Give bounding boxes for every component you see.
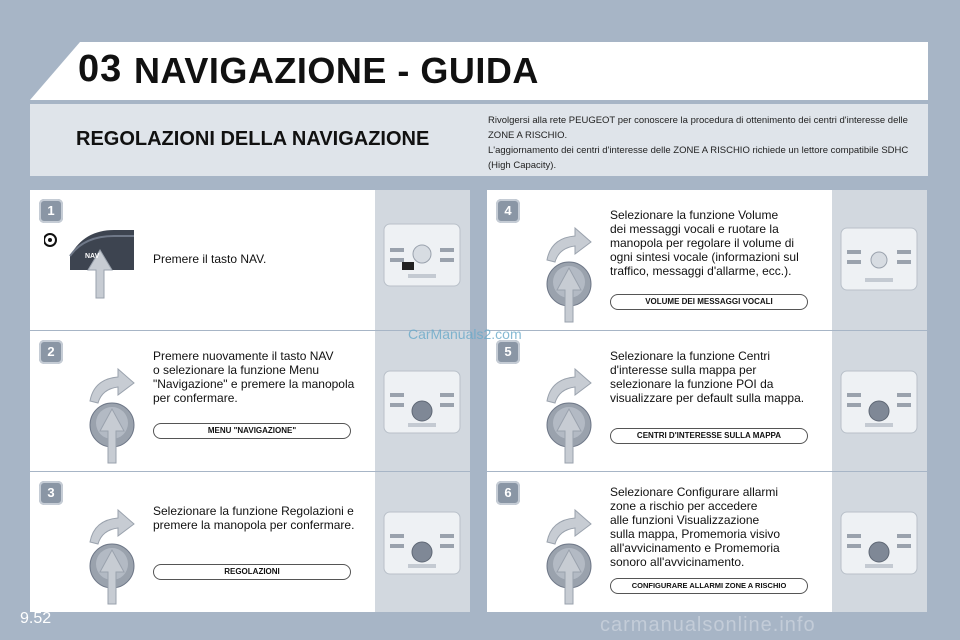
step-panel-1 [30, 190, 470, 330]
rotary-knob-illustration [78, 355, 148, 465]
step-panel-2 [30, 331, 470, 471]
intro-line: L'aggiornamento dei centri d'interesse delle ZONE A RISCHIO richiede un lettore compatibile SDHC [488, 145, 909, 156]
radio-console-illustration [382, 208, 462, 308]
step-text-line: Premere il tasto NAV. [153, 252, 267, 266]
radio-console-illustration [839, 208, 919, 308]
rotary-knob-illustration [78, 496, 148, 606]
step-panel-3 [30, 472, 470, 612]
step-panel-6 [487, 472, 927, 612]
step-number-badge: 4 [496, 199, 520, 223]
chapter-number: 03 [78, 48, 123, 90]
step-text-line: all'avvicinamento e Promemoria [610, 541, 780, 555]
step-panel-5 [487, 331, 927, 471]
intro-line: Rivolgersi alla rete PEUGEOT per conoscere la procedura di ottenimento dei centri d'interesse delle [488, 115, 908, 126]
step-text-line: d'interesse sulla mappa per [610, 363, 757, 377]
menu-path-label: REGOLAZIONI [153, 564, 351, 580]
step-text-line: dei messaggi vocali e ruotare la [610, 222, 779, 236]
step-text-line: selezionare la funzione POI da [610, 377, 774, 391]
step-text-line: "Navigazione" e premere la manopola [153, 377, 355, 391]
step-text [153, 504, 354, 532]
step-text-line: premere la manopola per confermare. [153, 518, 355, 532]
radio-console-illustration [839, 349, 919, 449]
rotate-arrow-icon [547, 228, 591, 262]
menu-path-label: CONFIGURARE ALLARMI ZONE A RISCHIO [610, 578, 808, 594]
page-number: 9.52 [20, 610, 52, 627]
rotate-arrow-icon [547, 510, 591, 544]
step-text-line: o selezionare la funzione Menu [153, 363, 320, 377]
site-watermark: carmanualsonline.info [600, 614, 816, 636]
intro-line: ZONE A RISCHIO. [488, 130, 568, 141]
step-number-badge: 5 [496, 340, 520, 364]
step-number-badge: 3 [39, 481, 63, 505]
header-notch [30, 42, 80, 100]
step-text [610, 349, 804, 405]
step-text [153, 252, 266, 266]
step-text [610, 208, 799, 278]
rotate-arrow-icon [90, 510, 134, 544]
watermark-text: CarManuals2.com [408, 326, 522, 342]
step-text [610, 485, 780, 569]
section-title: REGOLAZIONI DELLA NAVIGAZIONE [76, 128, 430, 150]
step-text-line: per confermare. [153, 391, 238, 405]
step-text-line: Selezionare la funzione Regolazioni e [153, 504, 354, 518]
chapter-title: NAVIGAZIONE - GUIDA [134, 50, 539, 91]
step-panel-4 [487, 190, 927, 330]
step-text-line: Premere nuovamente il tasto NAV [153, 349, 334, 363]
intro-line: (High Capacity). [488, 160, 557, 171]
step-text-line: sonoro all'avvicinamento. [610, 555, 745, 569]
radio-console-illustration [839, 490, 919, 590]
step-number-badge: 2 [39, 340, 63, 364]
menu-path-label: CENTRI D'INTERESSE SULLA MAPPA [610, 428, 808, 444]
rotary-knob-illustration [535, 496, 605, 606]
menu-path-label: VOLUME DEI MESSAGGI VOCALI [610, 294, 808, 310]
step-text-line: Selezionare la funzione Volume [610, 208, 779, 222]
step-text-line: Selezionare Configurare allarmi [610, 485, 779, 499]
step-text [153, 349, 354, 405]
step-text-line: alle funzioni Visualizzazione [610, 513, 760, 527]
radio-console-illustration [382, 349, 462, 449]
step-number-badge: 6 [496, 481, 520, 505]
step-number-badge: 1 [39, 199, 63, 223]
rotate-arrow-icon [547, 369, 591, 403]
step-text-line: ogni sintesi vocale (informazioni sul [610, 250, 799, 264]
step-text-line: zone a rischio per accedere [610, 499, 758, 513]
nav-key-label: NAV [85, 253, 100, 260]
step-text-line: Selezionare la funzione Centri [610, 349, 771, 363]
rotary-knob-illustration [535, 355, 605, 465]
menu-path-label: MENU "NAVIGAZIONE" [153, 423, 351, 439]
step-text-line: traffico, messaggi d'allarme, ecc.). [610, 264, 792, 278]
step-text-line: visualizzare per default sulla mappa. [610, 391, 805, 405]
rotary-knob-illustration [535, 214, 605, 324]
intro-text [488, 113, 918, 173]
rotate-arrow-icon [90, 369, 134, 403]
step-text-line: manopola per regolare il volume di [610, 236, 795, 250]
radio-console-illustration [382, 490, 462, 590]
step-text-line: sulla mappa, Promemoria visivo [610, 527, 781, 541]
